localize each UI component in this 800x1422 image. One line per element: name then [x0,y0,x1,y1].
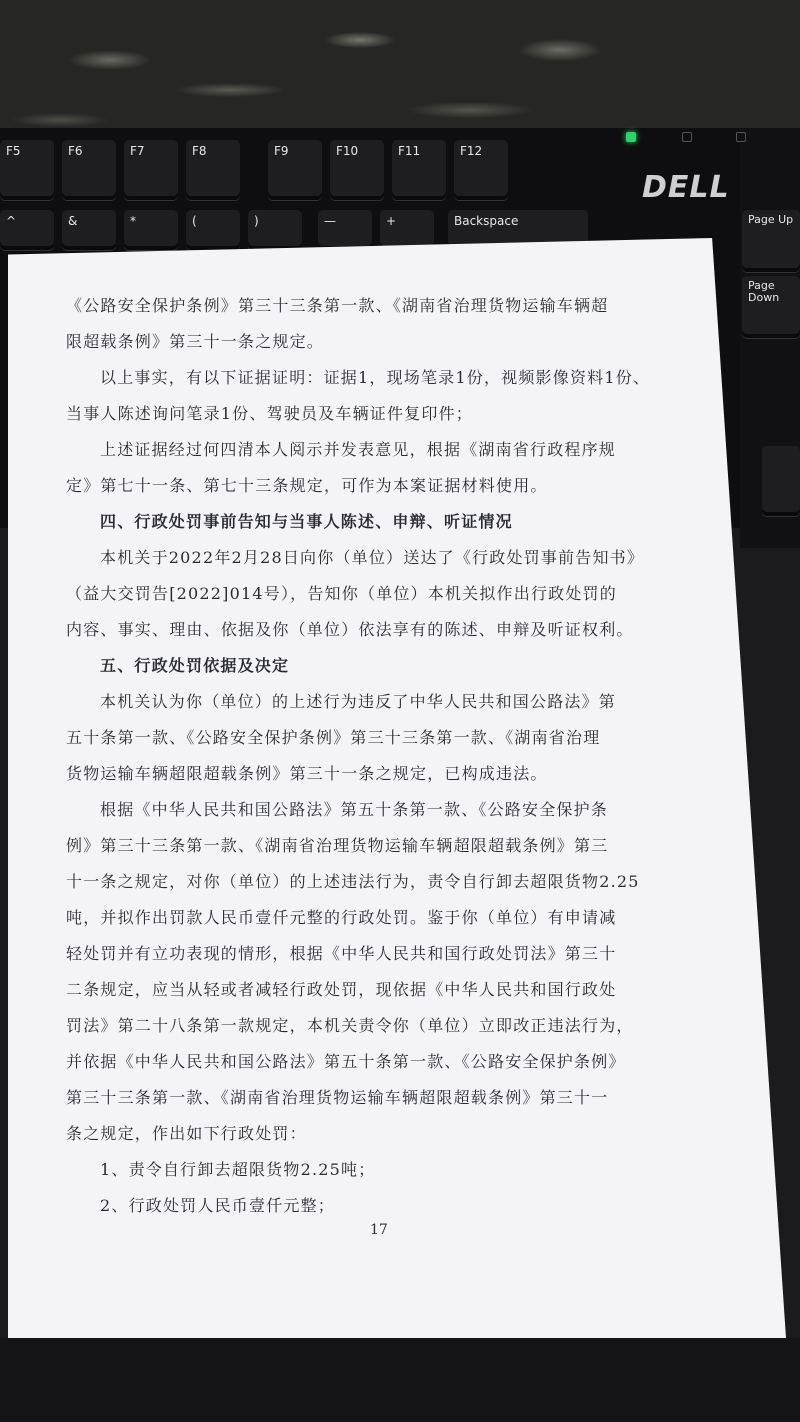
doc-line: 第三十三条第一款、《湖南省治理货物运输车辆超限超载条例》第三十一 [66,1088,609,1107]
doc-line: 罚法》第二十八条第一款规定，本机关责令你（单位）立即改正违法行为， [66,1016,634,1035]
key-minus[interactable] [318,210,372,250]
key-label: Backspace [454,214,519,228]
num-lock-led [626,132,636,142]
doc-line: 2、行政处罚人民币壹仟元整； [100,1196,335,1215]
key-f7[interactable] [124,140,178,200]
key-label: Page Up [748,213,794,226]
key-label: F5 [6,144,21,158]
key-label: ) [254,214,259,228]
key-f11[interactable] [392,140,446,200]
section-heading: 五、行政处罚依据及决定 [100,656,290,675]
doc-line: 内容、事实、理由、依据及你（单位）依法享有的陈述、申辩及听证权利。 [66,620,634,639]
doc-line: 1、责令自行卸去超限货物2.25吨； [100,1160,376,1179]
doc-line: 当事人陈述询问笔录1份、驾驶员及车辆证件复印件； [66,404,473,423]
key-f5[interactable] [0,140,54,200]
doc-line: 限超载条例》第三十一条之规定。 [66,332,325,351]
key-right-paren[interactable] [248,210,302,250]
doc-line: 《公路安全保护条例》第三十三条第一款、《湖南省治理货物运输车辆超 [66,296,609,315]
doc-line: 轻处罚并有立功表现的情形，根据《中华人民共和国行政处罚法》第三十 [66,944,617,963]
doc-line: 二条规定，应当从轻或者减轻行政处罚，现依据《中华人民共和国行政处 [66,980,617,999]
dell-logo: DELL [642,170,730,205]
doc-line: 十一条之规定，对你（单位）的上述违法行为，责令自行卸去超限货物2.25 [66,872,640,891]
key-f9[interactable] [268,140,322,200]
key-f10[interactable] [330,140,384,200]
key-f6[interactable] [62,140,116,200]
doc-line: 五十条第一款、《公路安全保护条例》第三十三条第一款、《湖南省治理 [66,728,601,747]
section-heading: 四、行政处罚事前告知与当事人陈述、申辩、听证情况 [100,512,513,531]
key-label: + [386,214,397,228]
caps-lock-led [682,132,692,142]
key-f8[interactable] [186,140,240,200]
key-f12[interactable] [454,140,508,200]
doc-line: 吨，并拟作出罚款人民币壹仟元整的行政处罚。鉴于你（单位）有申请减 [66,908,617,927]
desk-surface [0,1338,800,1422]
key-label: F11 [398,144,421,158]
key-label: — [324,214,336,228]
scroll-lock-led [736,132,746,142]
key-label: F12 [460,144,483,158]
key-label: ^ [6,214,17,228]
page-number: 17 [370,1222,388,1238]
key-label: F10 [336,144,359,158]
doc-line: 上述证据经过何四清本人阅示并发表意见，根据《湖南省行政程序规 [100,440,617,459]
doc-line: 并依据《中华人民共和国公路法》第五十条第一款、《公路安全保护条例》 [66,1052,626,1071]
key-label: F6 [68,144,83,158]
document-body [66,288,726,1224]
key-left-paren[interactable] [186,210,240,250]
key-page-down[interactable] [742,276,800,338]
key-ampersand[interactable] [62,210,116,250]
doc-line: （益大交罚告[2022]014号），告知你（单位）本机关拟作出行政处罚的 [66,584,617,603]
doc-line: 货物运输车辆超限超载条例》第三十一条之规定，已构成违法。 [66,764,548,783]
key-label: Page Down [748,279,780,305]
key-label: F9 [274,144,289,158]
key-plus[interactable] [380,210,434,250]
doc-line: 以上事实，有以下证据证明：证据1，现场笔录1份，视频影像资料1份、 [100,368,651,387]
key-label: F7 [130,144,145,158]
key-label: ( [192,214,197,228]
key-label: & [68,214,78,228]
key-label: * [130,214,136,228]
doc-line: 根据《中华人民共和国公路法》第五十条第一款、《公路安全保护条 [100,800,609,819]
key-caret[interactable] [0,210,54,250]
doc-line: 定》第七十一条、第七十三条规定，可作为本案证据材料使用。 [66,476,548,495]
key-right-edge[interactable] [762,446,800,516]
key-page-up[interactable] [742,210,800,272]
doc-line: 例》第三十三条第一款、《湖南省治理货物运输车辆超限超载条例》第三 [66,836,609,855]
key-label: F8 [192,144,207,158]
doc-line: 条之规定，作出如下行政处罚： [66,1124,307,1143]
doc-line: 本机关于2022年2月28日向你（单位）送达了《行政处罚事前告知书》 [100,548,645,567]
doc-line: 本机关认为你（单位）的上述行为违反了中华人民共和国公路法》第 [100,692,617,711]
key-asterisk[interactable] [124,210,178,250]
